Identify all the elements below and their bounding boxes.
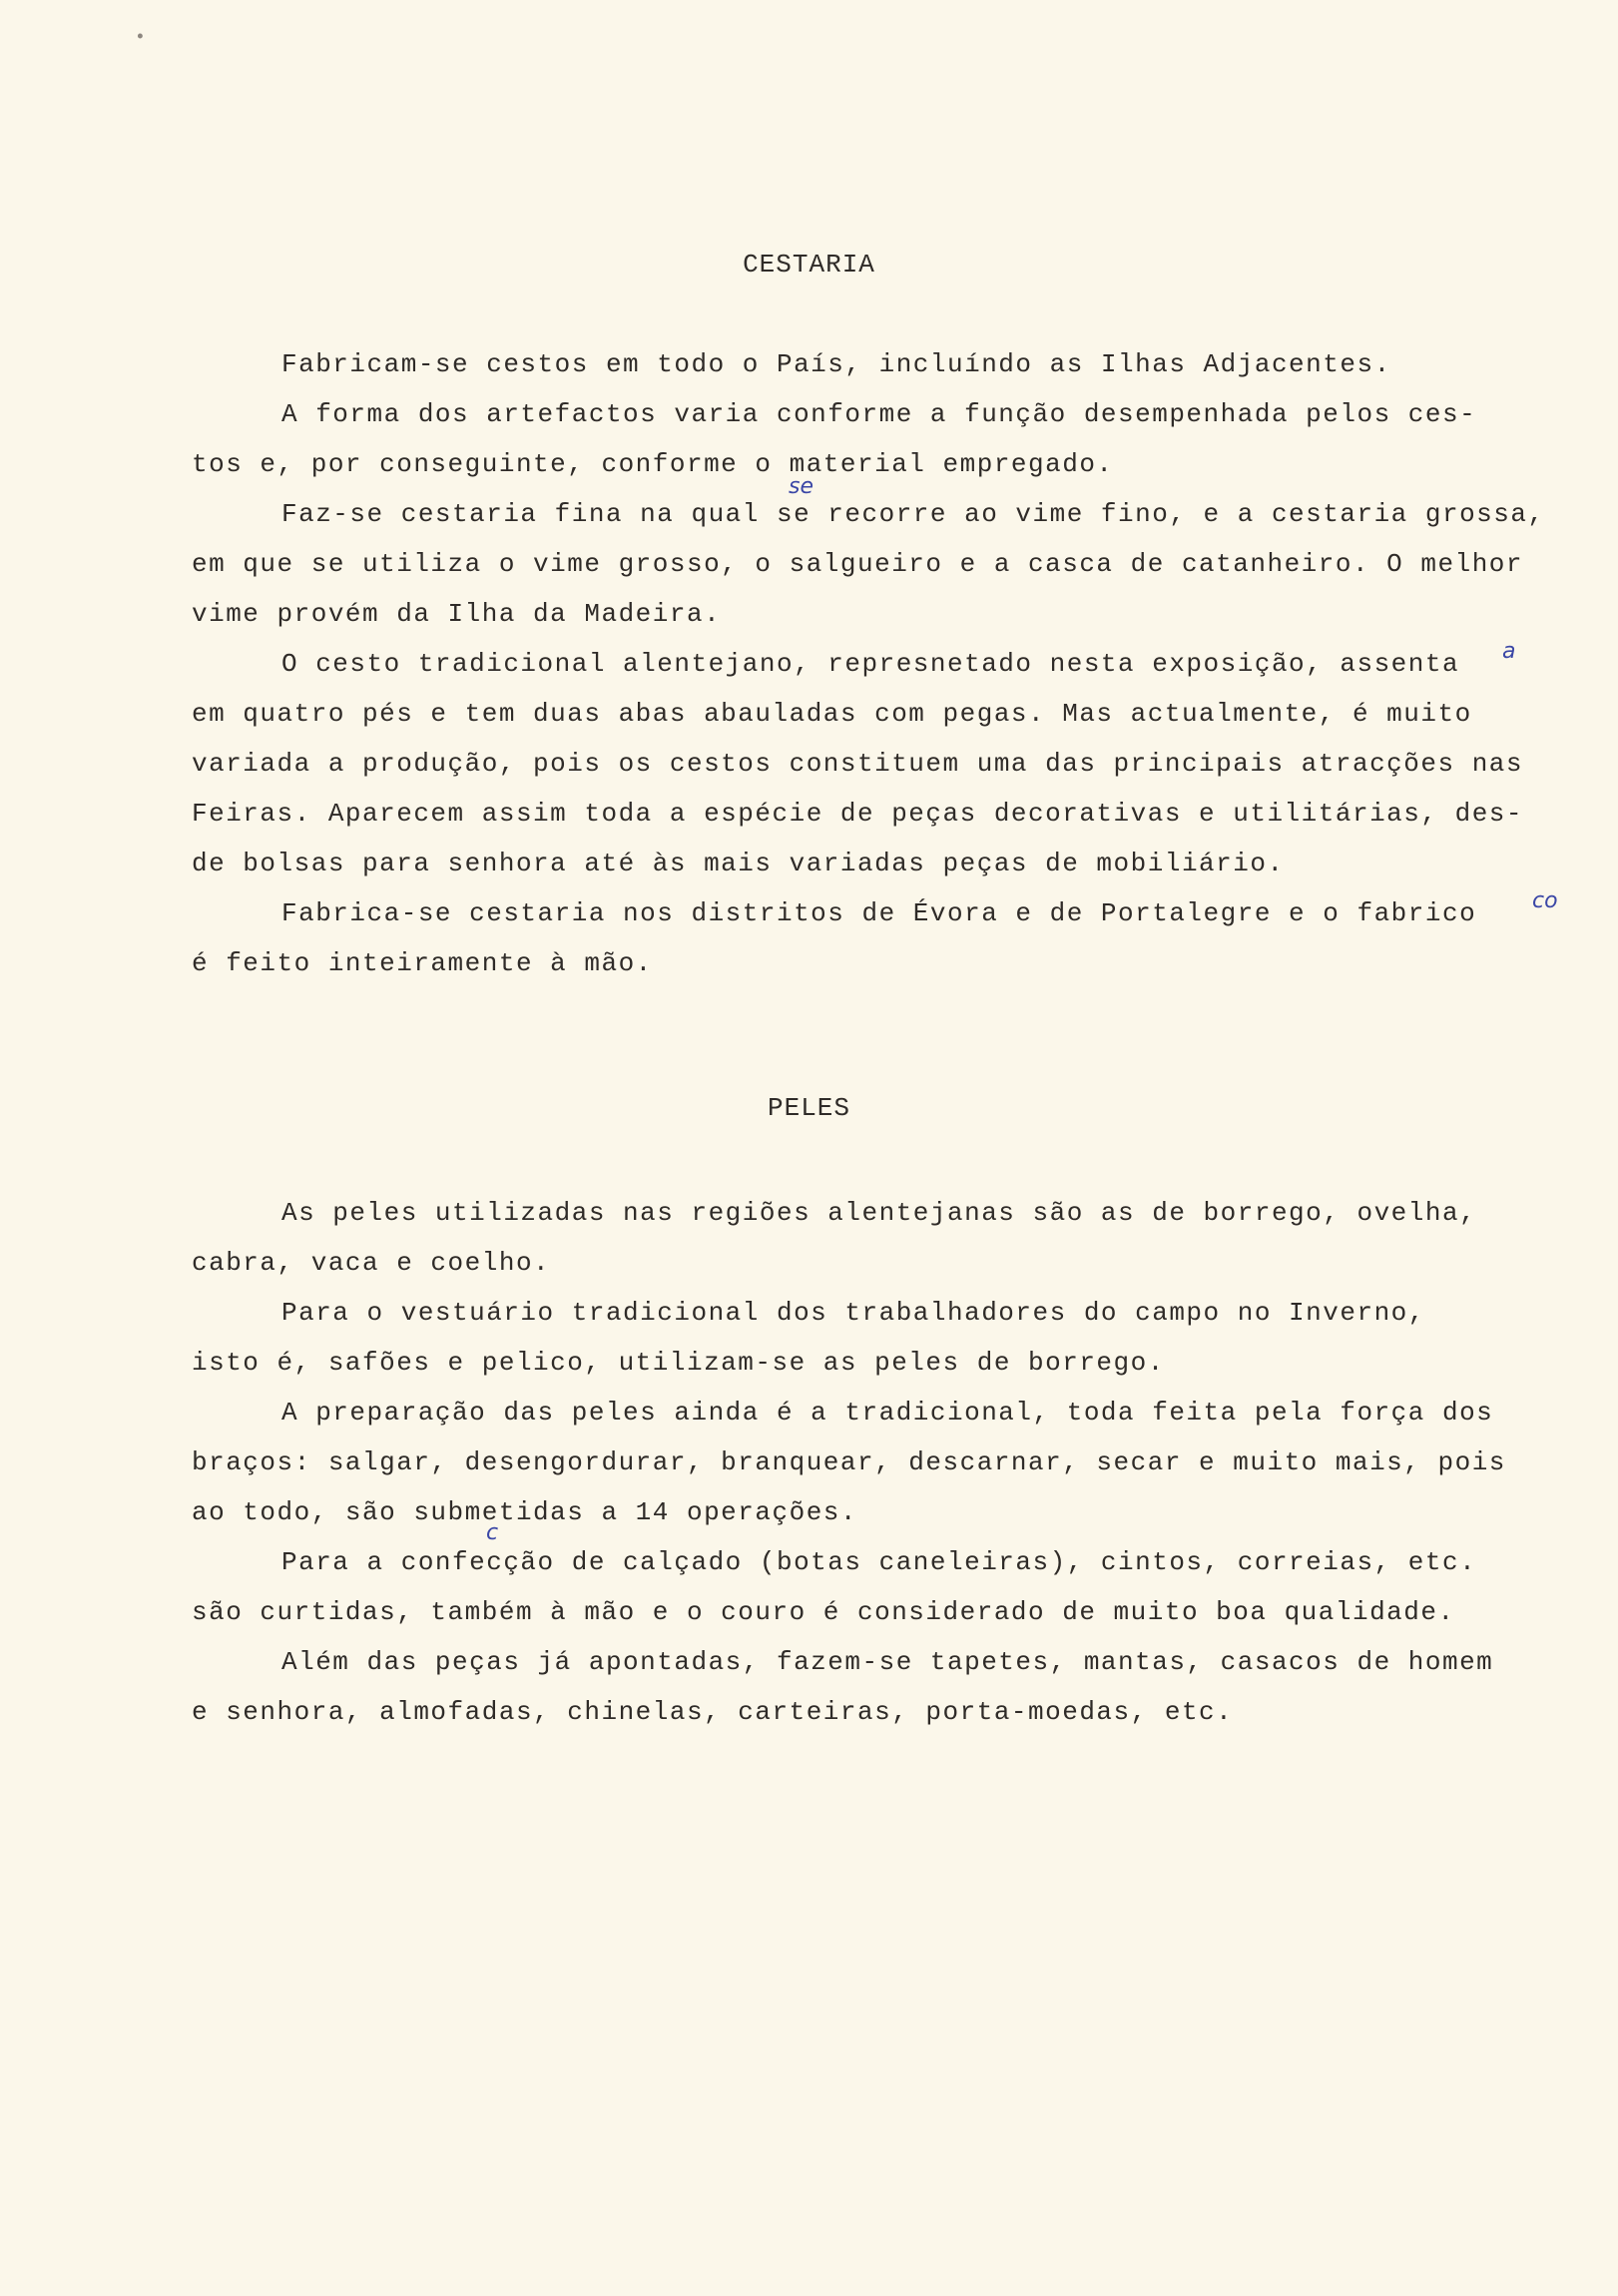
peles-line-2: cabra, vaca e coelho.: [192, 1248, 551, 1278]
peles-line-8: Para a confecção de calçado (botas caneleiras), cintos, correias, etc.: [281, 1547, 1477, 1577]
peles-line-7: ao todo, são submetidas a 14 operações.: [192, 1497, 857, 1527]
cestaria-line-7: O cesto tradicional alentejano, represnetado nesta exposição, assenta: [281, 649, 1460, 679]
section-title-cestaria: CESTARIA: [743, 250, 875, 280]
handwritten-se-mark: se: [789, 474, 813, 499]
cestaria-line-9: variada a produção, pois os cestos constituem uma das principais atracções nas: [192, 749, 1523, 779]
peles-line-3: Para o vestuário tradicional dos trabalhadores do campo no Inverno,: [281, 1298, 1425, 1328]
handwritten-c-mark: c: [486, 1520, 499, 1545]
peles-line-10: Além das peças já apontadas, fazem-se tapetes, mantas, casacos de homem: [281, 1647, 1494, 1677]
handwritten-a-mark: a: [1502, 639, 1516, 664]
peles-line-11: e senhora, almofadas, chinelas, carteiras, porta-moedas, etc.: [192, 1697, 1234, 1727]
peles-line-5: A preparação das peles ainda é a tradicional, toda feita pela força dos: [281, 1398, 1494, 1428]
cestaria-line-11: de bolsas para senhora até às mais variadas peças de mobiliário.: [192, 849, 1285, 878]
peles-line-9: são curtidas, também à mão e o couro é considerado de muito boa qualidade.: [192, 1597, 1455, 1627]
peles-line-4: isto é, safões e pelico, utilizam-se as peles de borrego.: [192, 1348, 1165, 1378]
handwritten-co-mark: co: [1532, 888, 1558, 913]
peles-line-1: As peles utilizadas nas regiões alentejanas são as de borrego, ovelha,: [281, 1198, 1477, 1228]
corner-stain: •: [135, 28, 146, 48]
cestaria-line-1: Fabricam-se cestos em todo o País, incluíndo as Ilhas Adjacentes.: [281, 349, 1391, 379]
cestaria-line-13: é feito inteiramente à mão.: [192, 948, 653, 978]
cestaria-line-6: vime provém da Ilha da Madeira.: [192, 599, 722, 629]
section-title-peles: PELES: [767, 1093, 850, 1123]
cestaria-line-8: em quatro pés e tem duas abas abauladas com pegas. Mas actualmente, é muito: [192, 699, 1472, 729]
peles-line-6: braços: salgar, desengordurar, branquear, descarnar, secar e muito mais, pois: [192, 1447, 1506, 1477]
cestaria-line-10: Feiras. Aparecem assim toda a espécie de peças decorativas e utilitárias, des-: [192, 799, 1523, 829]
cestaria-line-3: tos e, por conseguinte, conforme o material empregado.: [192, 449, 1114, 479]
cestaria-line-4: Faz-se cestaria fina na qual se recorre ao vime fino, e a cestaria grossa,: [281, 499, 1545, 529]
cestaria-line-2: A forma dos artefactos varia conforme a função desempenhada pelos ces-: [281, 399, 1477, 429]
cestaria-line-5: em que se utiliza o vime grosso, o salgueiro e a casca de catanheiro. O melhor: [192, 549, 1523, 579]
cestaria-line-12: Fabrica-se cestaria nos distritos de Évora e de Portalegre e o fabrico: [281, 898, 1477, 928]
